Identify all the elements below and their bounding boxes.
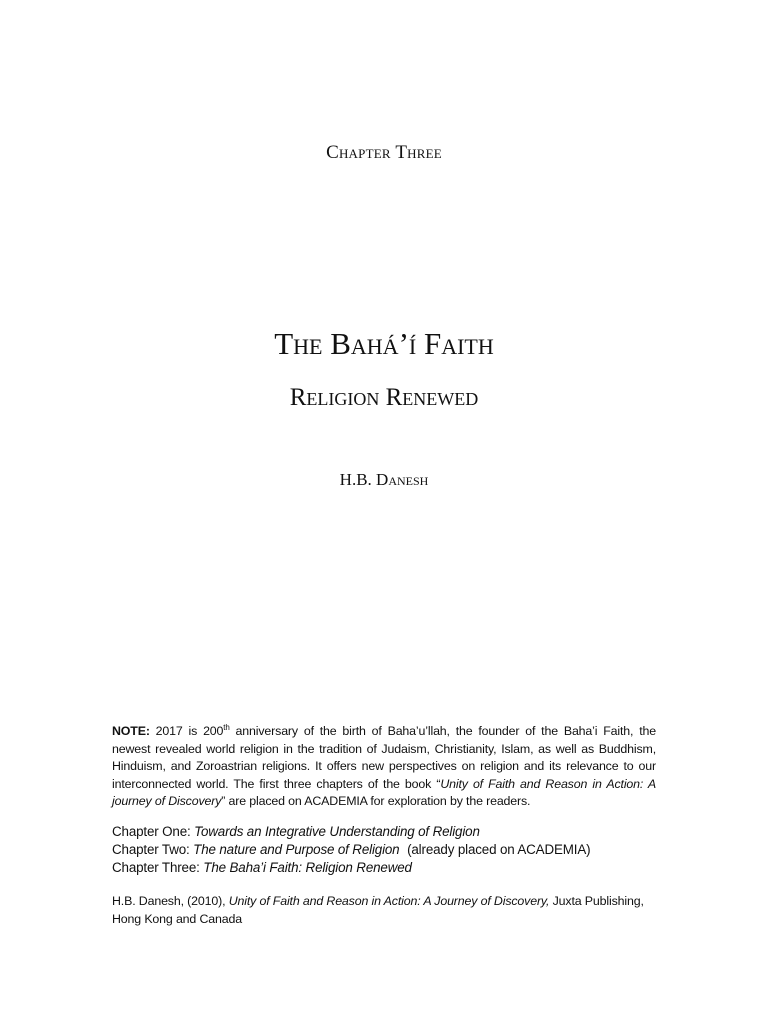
- note-text-1: 2017 is 200: [149, 724, 224, 738]
- book-title: The Bahá’í Faith: [274, 326, 494, 361]
- chapter-item-three: [112, 859, 672, 877]
- citation-book-title: Unity of Faith and Reason in Action: A Journey of Discovery,: [228, 894, 550, 908]
- chapter-item-title: The Baha’i Faith: Religion Renewed: [203, 860, 412, 875]
- note-paragraph: [112, 723, 656, 811]
- citation: [112, 893, 658, 929]
- chapter-item-title: Towards an Integrative Understanding of Religion: [194, 824, 480, 839]
- citation-suffix: Juxta Publishing, Hong Kong and Canada: [112, 894, 644, 926]
- note-superscript: th: [223, 722, 230, 732]
- chapter-item-note: (already placed on ACADEMIA): [407, 842, 591, 857]
- citation-prefix: H.B. Danesh, (2010),: [112, 894, 229, 908]
- chapter-item-label: Chapter One:: [112, 824, 195, 839]
- chapter-item-label: Chapter Three:: [112, 860, 204, 875]
- note-text-2: anniversary of the birth of Baha’u’llah, the founder of the Baha’i Faith, the newest revealed world religion in the tradition of Judaism, Christianity, Islam, as well as Buddhism, Hinduism, and Zoroastrian religions. It offers new perspectives on religion and its relevance to our interconnected world. The first three chapters of the book “: [112, 724, 657, 791]
- note-book-title: Unity of Faith and Reason in Action: A journey of Discovery: [112, 776, 656, 809]
- author-name: H.B. Danesh: [339, 470, 429, 489]
- note-label: NOTE:: [112, 724, 150, 738]
- chapter-item-one: [112, 823, 672, 841]
- chapter-item-title: The nature and Purpose of Religion: [193, 842, 400, 857]
- chapter-item-two: [112, 841, 672, 859]
- book-subtitle: Religion Renewed: [289, 384, 479, 411]
- chapter-item-label: Chapter Two:: [112, 842, 194, 857]
- chapter-label: Chapter Three: [326, 142, 442, 163]
- chapter-list: [112, 823, 672, 877]
- note-text-3: ” are placed on ACADEMIA for exploration by the readers.: [221, 794, 531, 809]
